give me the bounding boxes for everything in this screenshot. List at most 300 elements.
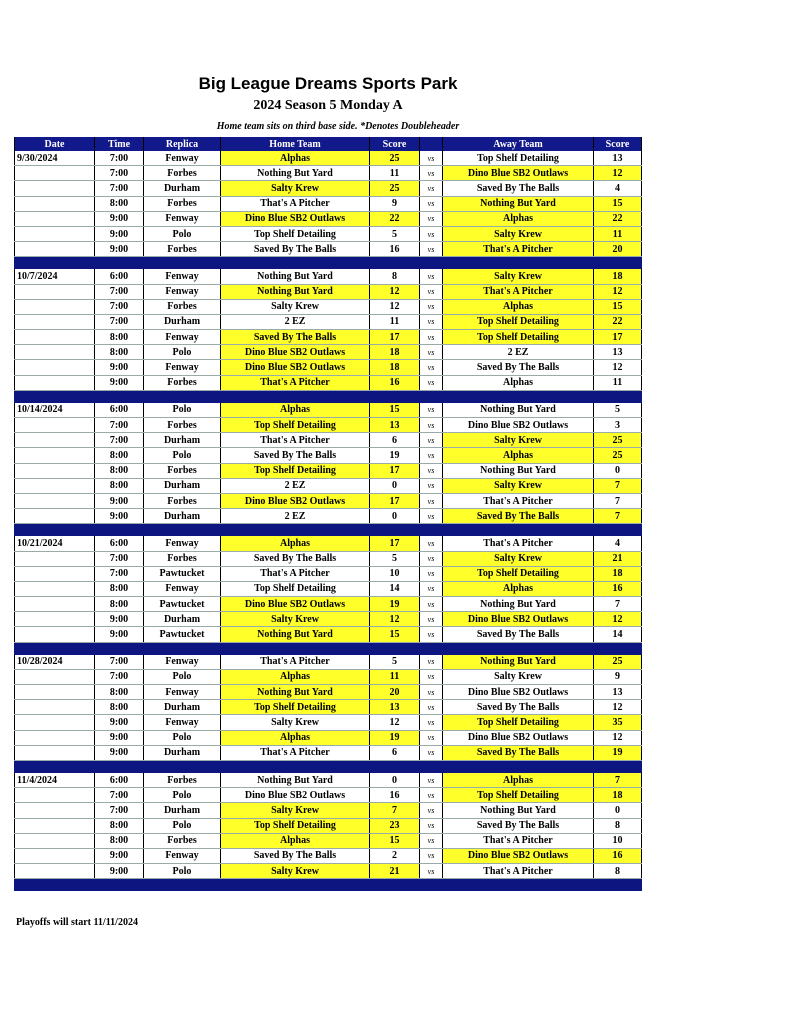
vs-label: vs (420, 418, 443, 433)
replica-field: Polo (144, 669, 221, 684)
away-score: 35 (594, 715, 642, 730)
game-date (15, 833, 95, 848)
home-team: Alphas (221, 536, 370, 551)
replica-field: Fenway (144, 536, 221, 551)
col-home-team: Home Team (221, 137, 370, 151)
replica-field: Forbes (144, 375, 221, 390)
away-score: 12 (594, 700, 642, 715)
home-team: Salty Krew (221, 715, 370, 730)
game-time: 8:00 (95, 196, 144, 211)
away-team: That's A Pitcher (443, 493, 594, 508)
game-time: 7:00 (95, 299, 144, 314)
game-time: 8:00 (95, 833, 144, 848)
home-team: Alphas (221, 403, 370, 418)
away-score: 22 (594, 211, 642, 226)
away-score: 7 (594, 597, 642, 612)
vs-label: vs (420, 330, 443, 345)
away-team: Saved By The Balls (443, 627, 594, 642)
game-date: 11/4/2024 (15, 773, 95, 788)
game-date (15, 818, 95, 833)
away-score: 25 (594, 448, 642, 463)
vs-label: vs (420, 864, 443, 879)
week-separator (15, 524, 642, 537)
game-time: 8:00 (95, 581, 144, 596)
vs-label: vs (420, 181, 443, 196)
away-team: Salty Krew (443, 551, 594, 566)
away-team: Saved By The Balls (443, 818, 594, 833)
schedule-table (14, 137, 642, 891)
home-team: 2 EZ (221, 509, 370, 524)
replica-field: Durham (144, 803, 221, 818)
game-date (15, 360, 95, 375)
table-row (15, 509, 642, 524)
table-row (15, 330, 642, 345)
home-team: That's A Pitcher (221, 655, 370, 670)
game-date (15, 551, 95, 566)
replica-field: Durham (144, 478, 221, 493)
home-score: 11 (370, 314, 420, 329)
table-row (15, 375, 642, 390)
game-date (15, 345, 95, 360)
vs-label: vs (420, 211, 443, 226)
away-team: Alphas (443, 773, 594, 788)
game-date (15, 226, 95, 241)
table-row (15, 788, 642, 803)
replica-field: Durham (144, 612, 221, 627)
away-team: Salty Krew (443, 669, 594, 684)
game-date (15, 493, 95, 508)
away-score: 16 (594, 581, 642, 596)
table-row (15, 360, 642, 375)
home-team: Nothing But Yard (221, 685, 370, 700)
table-header-row (15, 137, 642, 151)
away-team: Salty Krew (443, 226, 594, 241)
table-row (15, 242, 642, 257)
game-time: 8:00 (95, 463, 144, 478)
separator-cell (594, 879, 642, 892)
separator-cell (443, 642, 594, 655)
away-team: Nothing But Yard (443, 597, 594, 612)
table-row (15, 581, 642, 596)
game-date (15, 375, 95, 390)
game-date (15, 166, 95, 181)
separator-cell (15, 642, 95, 655)
vs-label: vs (420, 551, 443, 566)
away-score: 9 (594, 669, 642, 684)
home-team: Dino Blue SB2 Outlaws (221, 360, 370, 375)
game-time: 8:00 (95, 818, 144, 833)
game-date (15, 669, 95, 684)
home-team: Saved By The Balls (221, 242, 370, 257)
game-date (15, 196, 95, 211)
away-score: 22 (594, 314, 642, 329)
home-score: 11 (370, 166, 420, 181)
game-time: 9:00 (95, 211, 144, 226)
vs-label: vs (420, 403, 443, 418)
separator-cell (144, 879, 221, 892)
away-score: 3 (594, 418, 642, 433)
home-team: Alphas (221, 669, 370, 684)
separator-cell (370, 257, 420, 270)
game-date (15, 566, 95, 581)
home-score: 17 (370, 493, 420, 508)
table-row (15, 566, 642, 581)
separator-cell (370, 524, 420, 537)
away-score: 18 (594, 566, 642, 581)
separator-cell (594, 760, 642, 773)
vs-label: vs (420, 448, 443, 463)
home-team: Salty Krew (221, 299, 370, 314)
table-row (15, 818, 642, 833)
game-date (15, 463, 95, 478)
home-team: Salty Krew (221, 612, 370, 627)
away-score: 8 (594, 818, 642, 833)
away-team: Top Shelf Detailing (443, 566, 594, 581)
table-row (15, 833, 642, 848)
vs-label: vs (420, 269, 443, 284)
separator-cell (420, 642, 443, 655)
week-separator (15, 879, 642, 892)
away-team: Salty Krew (443, 478, 594, 493)
table-row (15, 226, 642, 241)
home-team: Top Shelf Detailing (221, 581, 370, 596)
week-separator (15, 642, 642, 655)
vs-label: vs (420, 833, 443, 848)
home-score: 18 (370, 360, 420, 375)
replica-field: Fenway (144, 284, 221, 299)
replica-field: Durham (144, 509, 221, 524)
home-score: 16 (370, 788, 420, 803)
home-team: Nothing But Yard (221, 284, 370, 299)
home-score: 15 (370, 833, 420, 848)
home-team: Nothing But Yard (221, 627, 370, 642)
game-time: 9:00 (95, 226, 144, 241)
game-date (15, 685, 95, 700)
vs-label: vs (420, 299, 443, 314)
table-row (15, 181, 642, 196)
table-row (15, 448, 642, 463)
table-row (15, 463, 642, 478)
away-team: Alphas (443, 448, 594, 463)
home-score: 14 (370, 581, 420, 596)
replica-field: Polo (144, 448, 221, 463)
table-row (15, 700, 642, 715)
away-score: 15 (594, 299, 642, 314)
table-row (15, 597, 642, 612)
away-team: Salty Krew (443, 269, 594, 284)
game-time: 6:00 (95, 773, 144, 788)
vs-label: vs (420, 773, 443, 788)
home-team: That's A Pitcher (221, 566, 370, 581)
home-team: Nothing But Yard (221, 773, 370, 788)
table-row (15, 655, 642, 670)
away-score: 19 (594, 745, 642, 760)
game-time: 7:00 (95, 803, 144, 818)
vs-label: vs (420, 284, 443, 299)
away-team: Alphas (443, 375, 594, 390)
replica-field: Fenway (144, 360, 221, 375)
table-row (15, 493, 642, 508)
separator-cell (15, 760, 95, 773)
home-team: Alphas (221, 151, 370, 166)
home-score: 12 (370, 612, 420, 627)
away-team: Top Shelf Detailing (443, 314, 594, 329)
away-team: That's A Pitcher (443, 864, 594, 879)
home-score: 16 (370, 375, 420, 390)
week-separator (15, 390, 642, 403)
game-time: 9:00 (95, 509, 144, 524)
table-row (15, 612, 642, 627)
home-team: That's A Pitcher (221, 433, 370, 448)
separator-cell (95, 390, 144, 403)
vs-label: vs (420, 566, 443, 581)
home-team: Dino Blue SB2 Outlaws (221, 211, 370, 226)
col-time: Time (95, 137, 144, 151)
table-row (15, 196, 642, 211)
home-score: 16 (370, 242, 420, 257)
game-time: 7:00 (95, 166, 144, 181)
home-team: Top Shelf Detailing (221, 226, 370, 241)
separator-cell (594, 524, 642, 537)
game-date (15, 597, 95, 612)
away-score: 21 (594, 551, 642, 566)
col-replica: Replica (144, 137, 221, 151)
game-time: 6:00 (95, 269, 144, 284)
home-score: 19 (370, 448, 420, 463)
home-team: Top Shelf Detailing (221, 818, 370, 833)
replica-field: Durham (144, 700, 221, 715)
separator-cell (95, 879, 144, 892)
away-team: Nothing But Yard (443, 403, 594, 418)
away-score: 13 (594, 685, 642, 700)
table-row (15, 418, 642, 433)
game-date: 10/7/2024 (15, 269, 95, 284)
home-team: Salty Krew (221, 864, 370, 879)
game-date (15, 745, 95, 760)
vs-label: vs (420, 655, 443, 670)
game-time: 7:00 (95, 284, 144, 299)
table-row (15, 269, 642, 284)
away-score: 13 (594, 151, 642, 166)
vs-label: vs (420, 509, 443, 524)
table-row (15, 685, 642, 700)
game-time: 7:00 (95, 655, 144, 670)
game-time: 7:00 (95, 151, 144, 166)
vs-label: vs (420, 463, 443, 478)
separator-cell (443, 760, 594, 773)
separator-cell (370, 760, 420, 773)
col-date: Date (15, 137, 95, 151)
home-score: 18 (370, 345, 420, 360)
game-date (15, 715, 95, 730)
home-score: 5 (370, 226, 420, 241)
game-date: 9/30/2024 (15, 151, 95, 166)
home-score: 25 (370, 181, 420, 196)
away-team: Alphas (443, 581, 594, 596)
away-score: 12 (594, 612, 642, 627)
separator-cell (221, 642, 370, 655)
game-time: 7:00 (95, 551, 144, 566)
away-score: 8 (594, 864, 642, 879)
away-team: That's A Pitcher (443, 284, 594, 299)
home-score: 12 (370, 715, 420, 730)
away-team: Top Shelf Detailing (443, 715, 594, 730)
away-score: 4 (594, 536, 642, 551)
replica-field: Polo (144, 226, 221, 241)
game-time: 8:00 (95, 448, 144, 463)
home-team: Alphas (221, 833, 370, 848)
game-time: 7:00 (95, 566, 144, 581)
game-date (15, 314, 95, 329)
away-score: 11 (594, 226, 642, 241)
away-score: 15 (594, 196, 642, 211)
table-row (15, 730, 642, 745)
game-time: 7:00 (95, 669, 144, 684)
home-score: 22 (370, 211, 420, 226)
vs-label: vs (420, 360, 443, 375)
table-row (15, 745, 642, 760)
replica-field: Fenway (144, 848, 221, 863)
home-team: Salty Krew (221, 181, 370, 196)
separator-cell (95, 524, 144, 537)
home-team: Salty Krew (221, 803, 370, 818)
replica-field: Polo (144, 730, 221, 745)
away-team: Alphas (443, 299, 594, 314)
table-row (15, 166, 642, 181)
game-date (15, 299, 95, 314)
col-vs (420, 137, 443, 151)
replica-field: Forbes (144, 463, 221, 478)
replica-field: Polo (144, 403, 221, 418)
replica-field: Forbes (144, 196, 221, 211)
away-score: 0 (594, 463, 642, 478)
away-score: 14 (594, 627, 642, 642)
game-time: 7:00 (95, 788, 144, 803)
replica-field: Fenway (144, 211, 221, 226)
away-score: 12 (594, 730, 642, 745)
home-score: 12 (370, 299, 420, 314)
week-separator (15, 257, 642, 270)
separator-cell (95, 760, 144, 773)
away-score: 18 (594, 788, 642, 803)
separator-cell (420, 879, 443, 892)
away-score: 12 (594, 284, 642, 299)
replica-field: Fenway (144, 151, 221, 166)
replica-field: Fenway (144, 330, 221, 345)
col-away-score: Score (594, 137, 642, 151)
replica-field: Forbes (144, 773, 221, 788)
away-score: 25 (594, 655, 642, 670)
home-team: Saved By The Balls (221, 848, 370, 863)
separator-cell (144, 642, 221, 655)
away-team: Dino Blue SB2 Outlaws (443, 418, 594, 433)
home-team: Dino Blue SB2 Outlaws (221, 788, 370, 803)
vs-label: vs (420, 345, 443, 360)
vs-label: vs (420, 226, 443, 241)
game-date: 10/21/2024 (15, 536, 95, 551)
home-team: Top Shelf Detailing (221, 418, 370, 433)
vs-label: vs (420, 581, 443, 596)
replica-field: Forbes (144, 299, 221, 314)
away-score: 12 (594, 166, 642, 181)
home-score: 25 (370, 151, 420, 166)
game-date (15, 448, 95, 463)
away-team: Nothing But Yard (443, 196, 594, 211)
game-time: 7:00 (95, 314, 144, 329)
away-team: Salty Krew (443, 433, 594, 448)
game-time: 8:00 (95, 685, 144, 700)
home-team: Nothing But Yard (221, 269, 370, 284)
table-row (15, 284, 642, 299)
home-score: 11 (370, 669, 420, 684)
separator-cell (420, 524, 443, 537)
away-score: 7 (594, 773, 642, 788)
game-time: 9:00 (95, 848, 144, 863)
away-team: Nothing But Yard (443, 463, 594, 478)
game-date (15, 433, 95, 448)
col-home-score: Score (370, 137, 420, 151)
game-date (15, 181, 95, 196)
separator-cell (594, 257, 642, 270)
separator-cell (221, 390, 370, 403)
away-score: 7 (594, 509, 642, 524)
vs-label: vs (420, 848, 443, 863)
separator-cell (420, 760, 443, 773)
home-team: Dino Blue SB2 Outlaws (221, 345, 370, 360)
game-date: 10/14/2024 (15, 403, 95, 418)
away-team: Dino Blue SB2 Outlaws (443, 730, 594, 745)
home-score: 13 (370, 700, 420, 715)
game-time: 8:00 (95, 330, 144, 345)
game-date (15, 627, 95, 642)
home-score: 17 (370, 536, 420, 551)
separator-cell (594, 642, 642, 655)
game-time: 8:00 (95, 345, 144, 360)
game-date (15, 581, 95, 596)
vs-label: vs (420, 597, 443, 612)
home-team: Top Shelf Detailing (221, 700, 370, 715)
separator-cell (370, 879, 420, 892)
home-team: That's A Pitcher (221, 745, 370, 760)
away-score: 18 (594, 269, 642, 284)
vs-label: vs (420, 627, 443, 642)
col-away-team: Away Team (443, 137, 594, 151)
game-date (15, 803, 95, 818)
vs-label: vs (420, 715, 443, 730)
table-row (15, 403, 642, 418)
table-row (15, 536, 642, 551)
vs-label: vs (420, 745, 443, 760)
separator-cell (15, 524, 95, 537)
home-score: 23 (370, 818, 420, 833)
replica-field: Fenway (144, 581, 221, 596)
separator-cell (420, 390, 443, 403)
game-time: 9:00 (95, 730, 144, 745)
replica-field: Pawtucket (144, 627, 221, 642)
table-row (15, 478, 642, 493)
separator-cell (144, 390, 221, 403)
table-row (15, 803, 642, 818)
table-row (15, 211, 642, 226)
replica-field: Pawtucket (144, 597, 221, 612)
home-score: 15 (370, 627, 420, 642)
vs-label: vs (420, 803, 443, 818)
game-time: 9:00 (95, 612, 144, 627)
home-score: 8 (370, 269, 420, 284)
home-team: Top Shelf Detailing (221, 463, 370, 478)
separator-cell (95, 257, 144, 270)
game-time: 7:00 (95, 181, 144, 196)
